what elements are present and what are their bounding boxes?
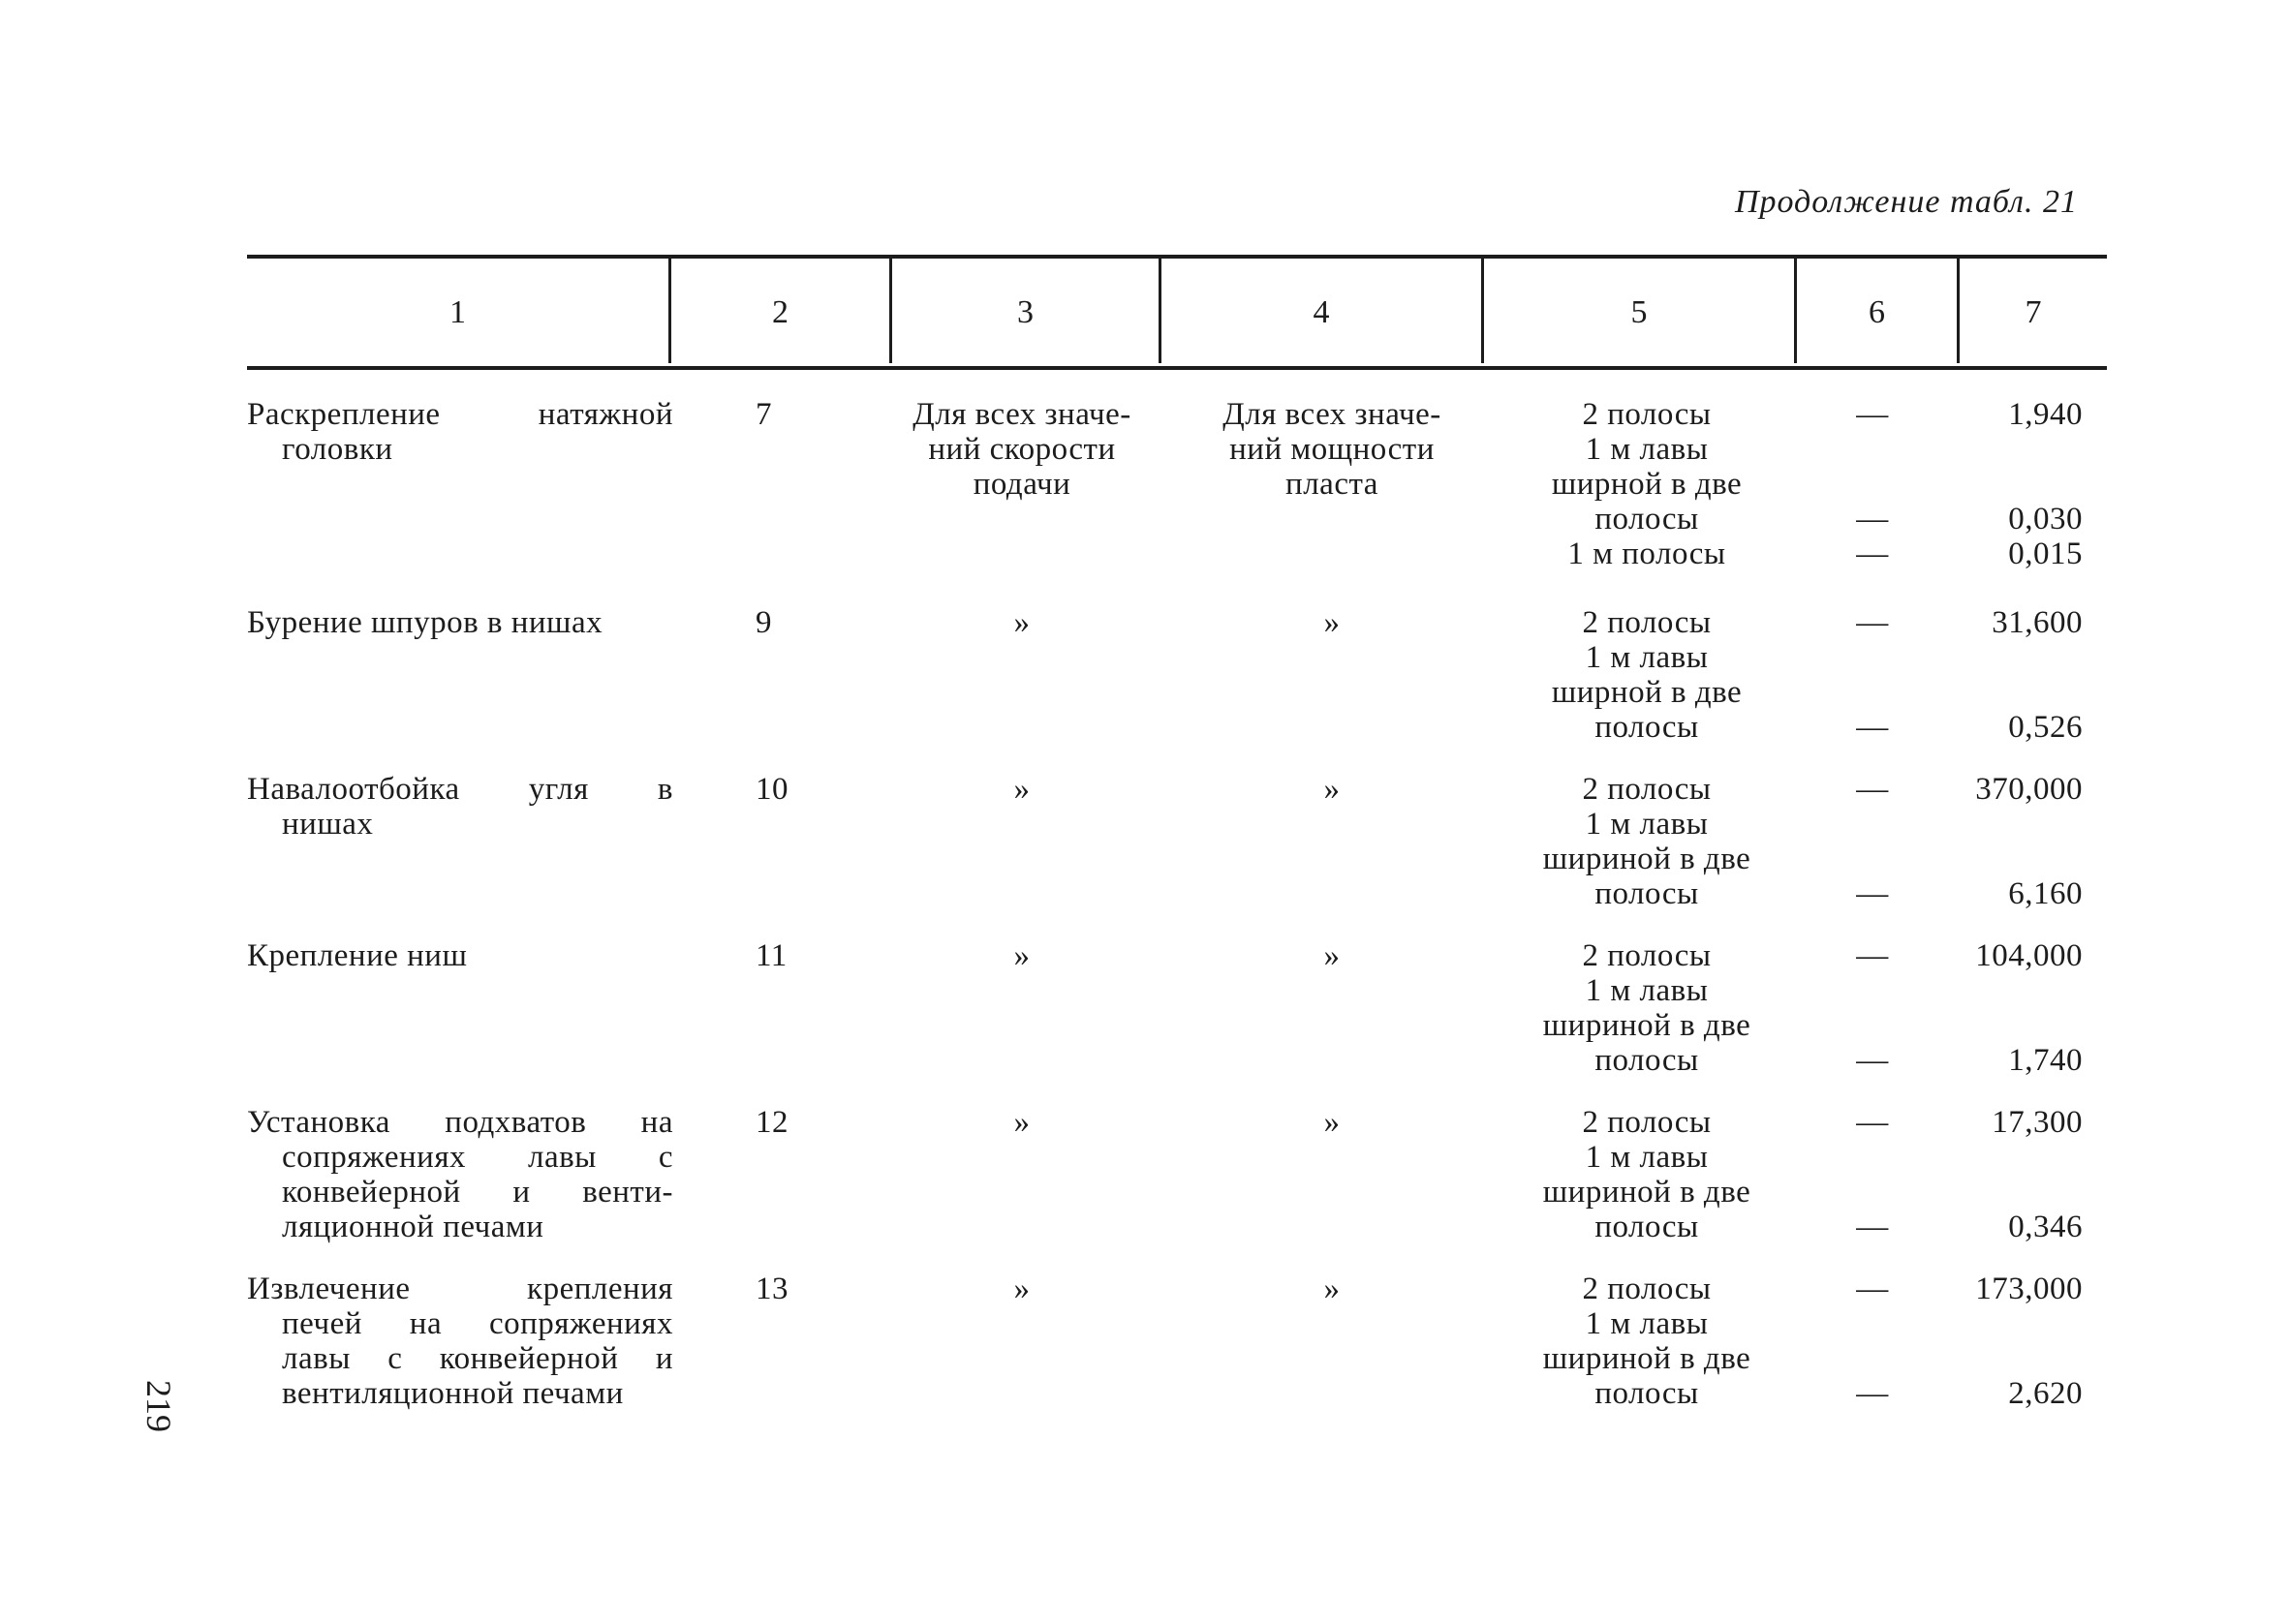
column-header-2: 2 bbox=[772, 293, 789, 330]
row-number: 10 bbox=[756, 772, 789, 807]
value-cell: 17,300 0,346 bbox=[1992, 1105, 2083, 1244]
feed-speed-cell: » bbox=[1013, 1272, 1031, 1306]
table-row bbox=[247, 605, 2107, 772]
table-row bbox=[247, 1272, 2107, 1438]
unit-cell: 2 полосы 1 м лавы шириной в две полосы bbox=[1542, 772, 1751, 911]
operation-name: Установка подхватов на сопряжениях лавы с конвейерной и венти- ляционной печами bbox=[247, 1105, 673, 1244]
operation-name: Раскрепление натяжной головки bbox=[247, 397, 673, 467]
feed-speed-cell: Для всех значе- ний скорости подачи bbox=[913, 397, 1131, 502]
value-cell: 173,000 2,620 bbox=[1975, 1272, 2083, 1411]
column-header-4: 4 bbox=[1313, 293, 1330, 330]
seam-power-cell: » bbox=[1323, 772, 1341, 807]
table-header bbox=[247, 259, 2107, 366]
unit-cell: 2 полосы 1 м лавы шириной в две полосы bbox=[1542, 938, 1751, 1078]
unit-cell: 2 полосы 1 м лавы ширной в две полосы bbox=[1551, 605, 1743, 745]
seam-power-cell: » bbox=[1323, 1272, 1341, 1306]
row-number: 13 bbox=[756, 1272, 789, 1306]
row-number: 11 bbox=[756, 938, 788, 973]
unit-cell: 2 полосы 1 м лавы шириной в две полосы bbox=[1542, 1105, 1751, 1244]
value-cell: 104,000 1,740 bbox=[1975, 938, 2083, 1078]
table-header-rule bbox=[247, 366, 2107, 370]
table-body bbox=[247, 397, 2107, 1438]
dash-cell: — — bbox=[1856, 605, 1889, 745]
value-cell: 1,940 0,030 0,015 bbox=[2008, 397, 2083, 571]
page-number: 219 bbox=[139, 1380, 178, 1432]
column-header-5: 5 bbox=[1630, 293, 1648, 330]
seam-power-cell: » bbox=[1323, 605, 1341, 640]
seam-power-cell: Для всех значе- ний мощности пласта bbox=[1222, 397, 1441, 502]
operation-name: Крепление ниш bbox=[247, 938, 468, 973]
table-row bbox=[247, 772, 2107, 938]
dash-cell: — — bbox=[1856, 772, 1889, 911]
operation-name: Навалоотбойка угля в нишах bbox=[247, 772, 673, 842]
seam-power-cell: » bbox=[1323, 1105, 1341, 1140]
unit-cell: 2 полосы 1 м лавы шириной в две полосы bbox=[1542, 1272, 1751, 1411]
feed-speed-cell: » bbox=[1013, 938, 1031, 973]
feed-speed-cell: » bbox=[1013, 1105, 1031, 1140]
feed-speed-cell: » bbox=[1013, 605, 1031, 640]
seam-power-cell: » bbox=[1323, 938, 1341, 973]
value-cell: 31,600 0,526 bbox=[1992, 605, 2083, 745]
table-caption: Продолжение табл. 21 bbox=[1734, 184, 2078, 220]
row-number: 12 bbox=[756, 1105, 789, 1140]
column-header-7: 7 bbox=[2025, 293, 2042, 330]
table-row bbox=[247, 1105, 2107, 1272]
dash-cell: — — bbox=[1856, 1105, 1889, 1244]
operation-name: Извлечение крепления печей на сопряжениях лавы с конвейерной и вентиляционной печами bbox=[247, 1272, 673, 1411]
table-row bbox=[247, 938, 2107, 1105]
operation-name: Бурение шпуров в нишах bbox=[247, 605, 603, 640]
column-header-1: 1 bbox=[449, 293, 466, 330]
unit-cell: 2 полосы 1 м лавы ширной в две полосы 1 м полосы bbox=[1551, 397, 1743, 571]
row-number: 7 bbox=[756, 397, 772, 432]
table-row bbox=[247, 397, 2107, 605]
dash-cell: — — — bbox=[1856, 397, 1889, 571]
column-header-3: 3 bbox=[1017, 293, 1034, 330]
column-header-6: 6 bbox=[1869, 293, 1885, 330]
row-number: 9 bbox=[756, 605, 772, 640]
dash-cell: — — bbox=[1856, 938, 1889, 1078]
dash-cell: — — bbox=[1856, 1272, 1889, 1411]
value-cell: 370,000 6,160 bbox=[1975, 772, 2083, 911]
feed-speed-cell: » bbox=[1013, 772, 1031, 807]
